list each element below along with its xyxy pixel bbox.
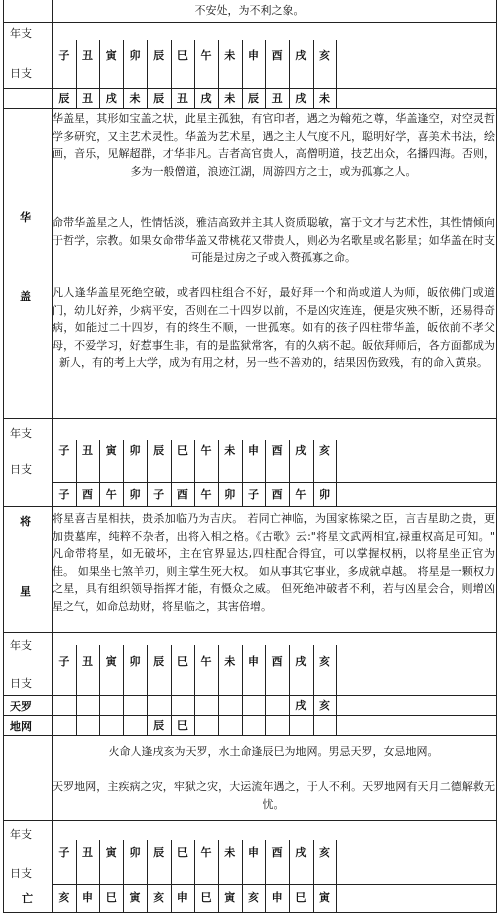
branch-cell: 寅: [105, 443, 117, 457]
branch-cell: 辰: [153, 845, 165, 859]
huagai-paragraph-2: 命带华盖星之人，性情恬淡，雅洁高致并主其人资质聪敏，富于文才与艺术性，其性情倾向于哲学，宗教。如果女命带华盖又带桃花又带贵人，则必为名歌星或名影星；如华盖在时支可能是过房之子或入赘孤寡之命。: [52, 216, 495, 264]
branch-cell: 丑: [82, 48, 94, 62]
branch-cell: 未: [224, 48, 236, 62]
wangshen-cell: 申: [82, 890, 94, 904]
branch-cell: 寅: [105, 48, 117, 62]
top-text: 不安处，为不利之象。: [194, 4, 305, 17]
branch-cell: 午: [200, 48, 212, 62]
tianluo-cell: 戌: [295, 698, 307, 712]
branch-cell: 酉: [271, 845, 283, 859]
branch-cell: 未: [224, 845, 236, 859]
h-rule: [3, 735, 496, 736]
wangshen-cell: 申: [176, 890, 188, 904]
branch-cell: 戌: [295, 48, 307, 62]
diwang-cell: [265, 715, 289, 735]
jiangxing-cell: 子: [153, 487, 165, 501]
jiangxing-cell: 卯: [319, 487, 331, 501]
tianluo-cell: [171, 695, 195, 715]
diwang-cell: [123, 715, 147, 735]
wangshen-cell: 亥: [247, 890, 259, 904]
branch-cell: 巳: [176, 845, 188, 859]
jiangxing-side-label-2: 星: [20, 585, 31, 598]
huagai-cell: 未: [224, 91, 236, 105]
branch-cell: 亥: [319, 654, 331, 668]
jiangxing-cell: 午: [105, 487, 117, 501]
rizhi-label-4: 日支: [10, 867, 32, 880]
tianluo-paragraph-2: 天罗地网，主疾病之灾，牢狱之灾，大运流年遇之，于人不利。天罗地网有天月二德解救无忧。: [52, 780, 495, 811]
branch-cell: 子: [58, 654, 70, 668]
wangshen-cell: 巳: [105, 890, 117, 904]
branch-cell: 子: [58, 48, 70, 62]
huagai-cell: 丑: [271, 91, 283, 105]
diwang-cell: [218, 715, 242, 735]
wangshen-cell: 寅: [224, 890, 236, 904]
wangshen-cell: 巳: [200, 890, 212, 904]
branch-cell: 酉: [271, 48, 283, 62]
branch-cell: 午: [200, 443, 212, 457]
diwang-cell: [99, 715, 123, 735]
tianluo-label: 天罗: [10, 700, 32, 713]
branch-cell: 子: [58, 845, 70, 859]
nianzhi-label-4: 年支: [10, 828, 32, 841]
huagai-cell: 丑: [82, 91, 94, 105]
branch-cell: 卯: [129, 48, 141, 62]
branch-cell: 丑: [82, 654, 94, 668]
jiangxing-cell: 子: [247, 487, 259, 501]
diwang-cell: [76, 715, 100, 735]
branch-cell: 戌: [295, 443, 307, 457]
tianluo-cell: [194, 695, 218, 715]
huagai-side-label-2: 盖: [20, 290, 31, 303]
jiangxing-cell: 酉: [82, 487, 94, 501]
branch-cell: 戌: [295, 654, 307, 668]
branch-cell: 辰: [153, 48, 165, 62]
tianluo-cell: [76, 695, 100, 715]
v-rule: [496, 0, 497, 913]
huagai-cell: 未: [129, 91, 141, 105]
branch-cell: 酉: [271, 443, 283, 457]
huagai-cell: 戌: [295, 91, 307, 105]
branch-cell: 酉: [271, 654, 283, 668]
rizhi-label-3: 日支: [10, 677, 32, 690]
tianluo-cell: [242, 695, 266, 715]
branch-cell: 未: [224, 654, 236, 668]
branch-cell: 巳: [176, 48, 188, 62]
huagai-cell: 辰: [247, 91, 259, 105]
huagai-cell: 辰: [58, 91, 70, 105]
rizhi-label-1: 日支: [10, 67, 32, 80]
branch-cell: 未: [224, 443, 236, 457]
tianluo-cell: 亥: [319, 698, 331, 712]
tianluo-cell: [52, 695, 76, 715]
branch-cell: 亥: [319, 443, 331, 457]
branch-cell: 巳: [176, 443, 188, 457]
wangshen-cell: 亥: [58, 890, 70, 904]
tianluo-cell: [147, 695, 171, 715]
branch-cell: 申: [247, 654, 259, 668]
wangshen-label: 亡: [22, 892, 33, 905]
wangshen-cell: 申: [271, 890, 283, 904]
nianzhi-label-3: 年支: [10, 639, 32, 652]
jiangxing-cell: 子: [58, 487, 70, 501]
branch-cell: 亥: [319, 845, 331, 859]
huagai-cell: 未: [319, 91, 331, 105]
branch-cell: 巳: [176, 654, 188, 668]
branch-cell: 辰: [153, 654, 165, 668]
diwang-cell: [242, 715, 266, 735]
diwang-cell: [289, 715, 313, 735]
branch-cell: 寅: [105, 845, 117, 859]
wangshen-cell: 寅: [129, 890, 141, 904]
huagai-paragraph-3: 凡人逢华盖星死绝空破，或者四柱组合不好，最好拜一个和尚或道人为师，皈依佛门或道门，幼儿好养，少病平安，否则在二十四岁以前，不是凶灾连连，便是灾殃不断，还易得奇病，如能过二十四岁，有的终生不顺，一世孤寒。如有的孩子四柱带华盖，皈依前不孝父母，不爱学习，好惹事生非，有的是监狱常客，有的久病不起。皈依拜师后，各方面都成为新人，有的考上大学，成为有用之材，另一些不善劝的，结果因伤致残，有的命入黄泉。: [52, 286, 495, 369]
jiangxing-cell: 酉: [176, 487, 188, 501]
jiangxing-cell: 酉: [271, 487, 283, 501]
wangshen-cell: 巳: [295, 890, 307, 904]
wangshen-cell: 寅: [319, 890, 331, 904]
huagai-cell: 戌: [105, 91, 117, 105]
jiangxing-side-label-1: 将: [20, 515, 31, 528]
branch-cell: 午: [200, 845, 212, 859]
h-rule: [3, 506, 496, 507]
branch-cell: 丑: [82, 845, 94, 859]
tianluo-cell: [123, 695, 147, 715]
diwang-cell: [52, 715, 76, 735]
branch-cell: 申: [247, 48, 259, 62]
huagai-cell: 辰: [153, 91, 165, 105]
branch-cell: 卯: [129, 654, 141, 668]
tianluo-cell: [99, 695, 123, 715]
h-rule: [3, 108, 496, 109]
nianzhi-label-1: 年支: [10, 27, 32, 40]
jiangxing-cell: 卯: [129, 487, 141, 501]
branch-cell: 午: [200, 654, 212, 668]
diwang-label: 地网: [10, 720, 32, 733]
huagai-side-label-1: 华: [20, 211, 31, 224]
branch-cell: 辰: [153, 443, 165, 457]
diwang-cell: [313, 715, 337, 735]
branch-cell: 丑: [82, 443, 94, 457]
branch-cell: 亥: [319, 48, 331, 62]
rizhi-label-2: 日支: [10, 463, 32, 476]
jiangxing-cell: 午: [200, 487, 212, 501]
wangshen-cell: 亥: [153, 890, 165, 904]
diwang-cell: 巳: [176, 718, 188, 732]
tianluo-paragraph-1: 火命人逢戌亥为天罗，水土命逢辰巳为地网。男忌天罗，女忌地网。: [108, 745, 439, 758]
branch-cell: 卯: [129, 845, 141, 859]
tianluo-cell: [218, 695, 242, 715]
v-rule: [3, 0, 4, 913]
huagai-cell: 戌: [200, 91, 212, 105]
branch-cell: 寅: [105, 654, 117, 668]
huagai-cell: 丑: [176, 91, 188, 105]
diwang-cell: 辰: [153, 718, 165, 732]
branch-cell: 申: [247, 443, 259, 457]
jiangxing-paragraph-1: 将星喜吉星相扶，贵杀加临乃为吉庆。 若同亡神临，为国家栋梁之臣，言吉星助之贵，更加贵墓库，纯粹不杂者，出将入相之格。《古歌》云:"将星文武两相宜,禄重权高足可知。" 凡命带将星，如无破坏，主在官界显达,四柱配合得宜，可以掌握权柄，以将星坐正官为佳。 如果坐七煞羊刃，则主掌生死大权。 如从事其它事业，多成就卓越。 将星是一颗权力之星，具有组织领导指挥才能，有慑众之威。 但死绝冲破者不利，若与凶星会合，则增凶星之气，如命总劫财，将星临之，其害倍增。: [52, 512, 495, 613]
branch-cell: 卯: [129, 443, 141, 457]
jiangxing-cell: 午: [295, 487, 307, 501]
huagai-paragraph-1: 华盖星，其形如宝盖之状，此星主孤独，有官印者，遇之为翰苑之尊，华盖逢空，对空灵哲学多研究，又主艺术灵性。华盖为艺术星，遇之主人气度不凡，聪明好学，喜美术书法，绘画，音乐，见解超群，才华非凡。吉者高官贵人，高僧明道，技艺出众，名播四海。否则，多为一般僧道，浪迹江湖，周游四方之士，或为孤寡之人。: [52, 112, 495, 178]
branch-cell: 戌: [295, 845, 307, 859]
jiangxing-cell: 卯: [224, 487, 236, 501]
tianluo-cell: [265, 695, 289, 715]
branch-cell: 子: [58, 443, 70, 457]
diwang-cell: [194, 715, 218, 735]
nianzhi-label-2: 年支: [10, 427, 32, 440]
branch-cell: 申: [247, 845, 259, 859]
